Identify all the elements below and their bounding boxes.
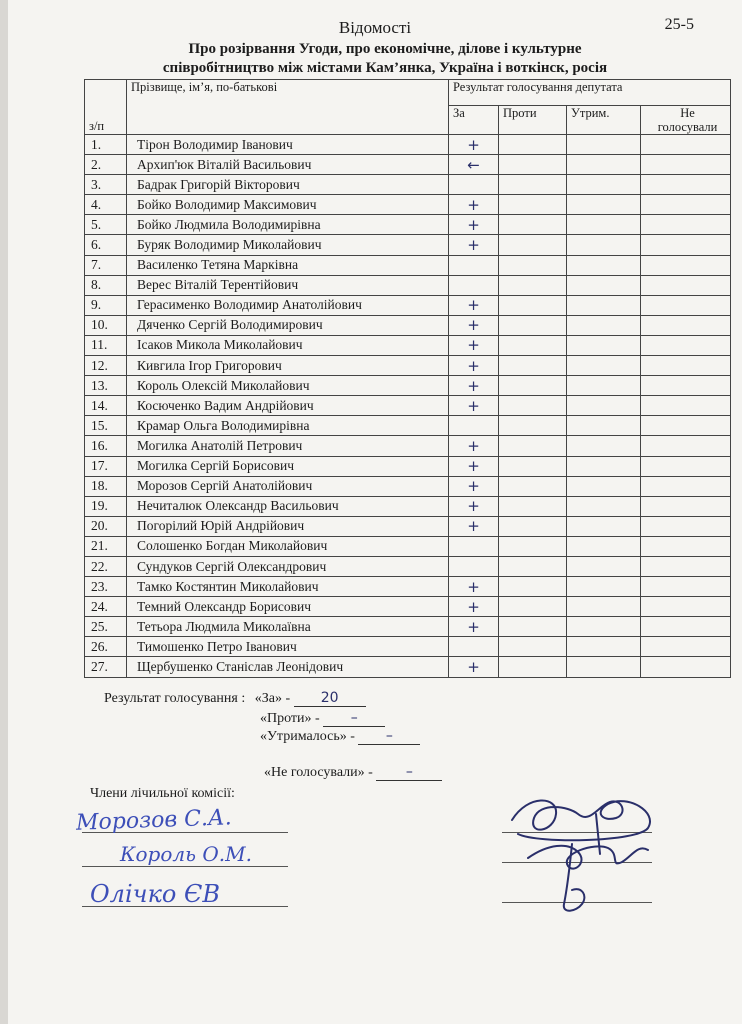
vote-for-mark: + bbox=[449, 456, 499, 476]
vote-against-cell bbox=[499, 416, 567, 436]
vote-abstain-cell bbox=[567, 536, 641, 556]
vote-abstain-cell bbox=[567, 597, 641, 617]
row-number: 6. bbox=[85, 235, 127, 255]
table-row bbox=[85, 376, 731, 396]
signature-handwritten-2: Король О.М. bbox=[120, 842, 252, 866]
vote-for-mark bbox=[449, 556, 499, 576]
table-row bbox=[85, 175, 731, 195]
vote-against-cell bbox=[499, 496, 567, 516]
document-page bbox=[8, 0, 742, 1024]
vote-not-voted-cell bbox=[641, 215, 731, 235]
table-row bbox=[85, 657, 731, 677]
deputy-name: Сундуков Сергій Олександрович bbox=[127, 556, 449, 576]
vote-against-cell bbox=[499, 215, 567, 235]
vote-against-cell bbox=[499, 577, 567, 597]
table-row bbox=[85, 195, 731, 215]
vote-against-cell bbox=[499, 235, 567, 255]
vote-against-cell bbox=[499, 175, 567, 195]
vote-against-cell bbox=[499, 637, 567, 657]
vote-against-cell bbox=[499, 155, 567, 175]
abstain-label: «Утрималось» - bbox=[260, 729, 355, 744]
vote-not-voted-cell bbox=[641, 396, 731, 416]
vote-against-cell bbox=[499, 536, 567, 556]
vote-for-mark: + bbox=[449, 295, 499, 315]
vote-against-cell bbox=[499, 617, 567, 637]
deputy-name: Тірон Володимир Іванович bbox=[127, 135, 449, 155]
vote-for-mark bbox=[449, 175, 499, 195]
vote-not-voted-cell bbox=[641, 657, 731, 677]
vote-not-voted-cell bbox=[641, 356, 731, 376]
vote-for-mark: + bbox=[449, 396, 499, 416]
table-row bbox=[85, 496, 731, 516]
vote-not-voted-cell bbox=[641, 536, 731, 556]
vote-for-mark: + bbox=[449, 356, 499, 376]
header-result: Результат голосування депутата bbox=[449, 80, 731, 106]
row-number: 11. bbox=[85, 335, 127, 355]
row-number: 23. bbox=[85, 577, 127, 597]
vote-not-voted-cell bbox=[641, 416, 731, 436]
deputy-name: Герасименко Володимир Анатолійович bbox=[127, 295, 449, 315]
deputy-name: Щербушенко Станіслав Леонідович bbox=[127, 657, 449, 677]
row-number: 10. bbox=[85, 315, 127, 335]
deputy-name: Нечиталюк Олександр Васильович bbox=[127, 496, 449, 516]
not-voted-value: – bbox=[376, 764, 442, 781]
deputy-name: Темний Олександр Борисович bbox=[127, 597, 449, 617]
vote-abstain-cell bbox=[567, 496, 641, 516]
row-number: 4. bbox=[85, 195, 127, 215]
deputy-name: Косюченко Вадим Андрійович bbox=[127, 396, 449, 416]
row-number: 5. bbox=[85, 215, 127, 235]
signature-handwritten-3: Олічко ЄВ bbox=[90, 880, 220, 908]
row-number: 1. bbox=[85, 135, 127, 155]
deputy-name: Могилка Анатолій Петрович bbox=[127, 436, 449, 456]
deputy-name: Король Олексій Миколайович bbox=[127, 376, 449, 396]
vote-for-mark: + bbox=[449, 657, 499, 677]
vote-against-cell bbox=[499, 476, 567, 496]
vote-not-voted-cell bbox=[641, 135, 731, 155]
for-value: 20 bbox=[294, 690, 366, 707]
vote-against-cell bbox=[499, 255, 567, 275]
row-number: 12. bbox=[85, 356, 127, 376]
vote-for-mark: + bbox=[449, 135, 499, 155]
deputy-name: Тетьора Людмила Миколаївна bbox=[127, 617, 449, 637]
deputy-name: Тимошенко Петро Іванович bbox=[127, 637, 449, 657]
row-number: 22. bbox=[85, 556, 127, 576]
header-not-voted: Не голосували bbox=[641, 106, 731, 135]
table-row bbox=[85, 476, 731, 496]
row-number: 14. bbox=[85, 396, 127, 416]
row-number: 15. bbox=[85, 416, 127, 436]
vote-not-voted-cell bbox=[641, 155, 731, 175]
vote-for-mark: + bbox=[449, 436, 499, 456]
abstain-value: – bbox=[358, 728, 420, 745]
row-number: 16. bbox=[85, 436, 127, 456]
vote-for-mark bbox=[449, 637, 499, 657]
table-row bbox=[85, 135, 731, 155]
deputy-name: Верес Віталій Терентійович bbox=[127, 275, 449, 295]
vote-against-cell bbox=[499, 436, 567, 456]
vote-abstain-cell bbox=[567, 637, 641, 657]
table-row bbox=[85, 155, 731, 175]
vote-not-voted-cell bbox=[641, 295, 731, 315]
row-number: 26. bbox=[85, 637, 127, 657]
vote-not-voted-cell bbox=[641, 335, 731, 355]
row-number: 20. bbox=[85, 516, 127, 536]
subtitle-line-2: співробітництво між містами Кам’янка, Україна і воткінск, росія bbox=[162, 60, 608, 76]
table-row bbox=[85, 335, 731, 355]
vote-not-voted-cell bbox=[641, 577, 731, 597]
row-number: 13. bbox=[85, 376, 127, 396]
deputy-name: Погорілий Юрій Андрійович bbox=[127, 516, 449, 536]
table-row bbox=[85, 617, 731, 637]
vote-not-voted-cell bbox=[641, 195, 731, 215]
vote-abstain-cell bbox=[567, 416, 641, 436]
row-number: 21. bbox=[85, 536, 127, 556]
vote-abstain-cell bbox=[567, 135, 641, 155]
row-number: 27. bbox=[85, 657, 127, 677]
vote-for-mark: + bbox=[449, 235, 499, 255]
vote-not-voted-cell bbox=[641, 617, 731, 637]
vote-not-voted-cell bbox=[641, 235, 731, 255]
vote-not-voted-cell bbox=[641, 376, 731, 396]
voting-table bbox=[84, 79, 731, 678]
document-subtitle bbox=[68, 40, 702, 78]
vote-for-mark: + bbox=[449, 376, 499, 396]
table-row bbox=[85, 536, 731, 556]
vote-for-mark: + bbox=[449, 195, 499, 215]
vote-for-mark bbox=[449, 255, 499, 275]
header-number: з/п bbox=[85, 80, 127, 135]
deputy-name: Ісаков Микола Миколайович bbox=[127, 335, 449, 355]
table-row bbox=[85, 597, 731, 617]
vote-abstain-cell bbox=[567, 215, 641, 235]
vote-not-voted-cell bbox=[641, 637, 731, 657]
vote-against-cell bbox=[499, 516, 567, 536]
vote-not-voted-cell bbox=[641, 255, 731, 275]
vote-for-mark: + bbox=[449, 516, 499, 536]
vote-abstain-cell bbox=[567, 255, 641, 275]
deputy-name: Бойко Володимир Максимович bbox=[127, 195, 449, 215]
table-row bbox=[85, 215, 731, 235]
row-number: 24. bbox=[85, 597, 127, 617]
vote-abstain-cell bbox=[567, 516, 641, 536]
results-against-row bbox=[260, 710, 385, 727]
against-value: – bbox=[323, 710, 385, 727]
vote-against-cell bbox=[499, 195, 567, 215]
vote-against-cell bbox=[499, 356, 567, 376]
vote-against-cell bbox=[499, 456, 567, 476]
vote-abstain-cell bbox=[567, 617, 641, 637]
signature-stroke-1 bbox=[512, 800, 650, 840]
vote-abstain-cell bbox=[567, 195, 641, 215]
deputy-name: Бойко Людмила Володимирівна bbox=[127, 215, 449, 235]
table-row bbox=[85, 436, 731, 456]
vote-against-cell bbox=[499, 597, 567, 617]
table-row bbox=[85, 577, 731, 597]
subtitle-line-1: Про розірвання Угоди, про економічне, ділове і культурне bbox=[188, 41, 582, 57]
header-abstain: Утрим. bbox=[567, 106, 641, 135]
vote-abstain-cell bbox=[567, 315, 641, 335]
row-number: 25. bbox=[85, 617, 127, 637]
row-number: 3. bbox=[85, 175, 127, 195]
vote-abstain-cell bbox=[567, 476, 641, 496]
deputy-name: Кивгила Ігор Григорович bbox=[127, 356, 449, 376]
signature-stroke-2 bbox=[528, 846, 648, 869]
table-row bbox=[85, 235, 731, 255]
vote-for-mark: + bbox=[449, 335, 499, 355]
vote-abstain-cell bbox=[567, 335, 641, 355]
table-row bbox=[85, 456, 731, 476]
vote-abstain-cell bbox=[567, 295, 641, 315]
document-title: Відомості bbox=[338, 18, 412, 37]
vote-not-voted-cell bbox=[641, 436, 731, 456]
vote-not-voted-cell bbox=[641, 476, 731, 496]
results-abstain-row bbox=[260, 728, 420, 745]
vote-not-voted-cell bbox=[641, 516, 731, 536]
row-number: 9. bbox=[85, 295, 127, 315]
vote-for-mark bbox=[449, 536, 499, 556]
table-row bbox=[85, 516, 731, 536]
vote-against-cell bbox=[499, 135, 567, 155]
vote-not-voted-cell bbox=[641, 556, 731, 576]
table-row bbox=[85, 637, 731, 657]
header-for: За bbox=[449, 106, 499, 135]
results-for-row bbox=[104, 690, 366, 707]
deputy-name: Василенко Тетяна Марківна bbox=[127, 255, 449, 275]
row-number: 19. bbox=[85, 496, 127, 516]
against-label: «Проти» - bbox=[260, 711, 320, 726]
vote-not-voted-cell bbox=[641, 315, 731, 335]
deputy-name: Тамко Костянтин Миколайович bbox=[127, 577, 449, 597]
vote-not-voted-cell bbox=[641, 275, 731, 295]
row-number: 18. bbox=[85, 476, 127, 496]
vote-for-mark: + bbox=[449, 315, 499, 335]
vote-against-cell bbox=[499, 335, 567, 355]
deputy-name: Крамар Ольга Володимирівна bbox=[127, 416, 449, 436]
document-number: 25-5 bbox=[664, 16, 694, 33]
vote-abstain-cell bbox=[567, 175, 641, 195]
vote-against-cell bbox=[499, 275, 567, 295]
vote-not-voted-cell bbox=[641, 496, 731, 516]
vote-for-mark bbox=[449, 416, 499, 436]
vote-against-cell bbox=[499, 376, 567, 396]
table-row bbox=[85, 295, 731, 315]
header-against: Проти bbox=[499, 106, 567, 135]
results-label: Результат голосування : bbox=[104, 691, 246, 706]
row-number: 8. bbox=[85, 275, 127, 295]
vote-abstain-cell bbox=[567, 376, 641, 396]
signature-scribble-graphic bbox=[498, 784, 678, 924]
deputy-name: Бадрак Григорій Вікторович bbox=[127, 175, 449, 195]
table-row bbox=[85, 416, 731, 436]
vote-abstain-cell bbox=[567, 396, 641, 416]
signature-line-2 bbox=[82, 866, 288, 867]
vote-for-mark: + bbox=[449, 617, 499, 637]
table-row bbox=[85, 275, 731, 295]
commission-label: Члени лічильної комісії: bbox=[90, 786, 235, 801]
table-row bbox=[85, 396, 731, 416]
vote-abstain-cell bbox=[567, 657, 641, 677]
vote-against-cell bbox=[499, 556, 567, 576]
row-number: 2. bbox=[85, 155, 127, 175]
voting-table-body bbox=[85, 135, 731, 678]
vote-for-mark: + bbox=[449, 215, 499, 235]
vote-abstain-cell bbox=[567, 356, 641, 376]
vote-abstain-cell bbox=[567, 436, 641, 456]
signature-handwritten-1: Морозов С.А. bbox=[75, 805, 233, 836]
vote-abstain-cell bbox=[567, 456, 641, 476]
table-row bbox=[85, 255, 731, 275]
vote-for-mark: ← bbox=[449, 155, 499, 175]
deputy-name: Дяченко Сергій Володимирович bbox=[127, 315, 449, 335]
deputy-name: Морозов Сергій Анатолійович bbox=[127, 476, 449, 496]
not-voted-label: «Не голосували» - bbox=[264, 765, 373, 780]
vote-not-voted-cell bbox=[641, 456, 731, 476]
vote-abstain-cell bbox=[567, 155, 641, 175]
vote-for-mark bbox=[449, 275, 499, 295]
vote-against-cell bbox=[499, 396, 567, 416]
row-number: 17. bbox=[85, 456, 127, 476]
deputy-name: Буряк Володимир Миколайович bbox=[127, 235, 449, 255]
vote-abstain-cell bbox=[567, 577, 641, 597]
row-number: 7. bbox=[85, 255, 127, 275]
vote-for-mark: + bbox=[449, 577, 499, 597]
vote-abstain-cell bbox=[567, 556, 641, 576]
vote-abstain-cell bbox=[567, 275, 641, 295]
vote-for-mark: + bbox=[449, 496, 499, 516]
vote-for-mark: + bbox=[449, 476, 499, 496]
table-row bbox=[85, 556, 731, 576]
vote-for-mark: + bbox=[449, 597, 499, 617]
for-label: «За» - bbox=[254, 691, 291, 706]
header-name: Прізвище, ім’я, по-батькові bbox=[127, 80, 449, 135]
deputy-name: Солошенко Богдан Миколайович bbox=[127, 536, 449, 556]
vote-not-voted-cell bbox=[641, 597, 731, 617]
deputy-name: Могилка Сергій Борисович bbox=[127, 456, 449, 476]
results-not-voted-row bbox=[264, 764, 442, 781]
deputy-name: Архип'юк Віталій Васильович bbox=[127, 155, 449, 175]
vote-against-cell bbox=[499, 315, 567, 335]
signature-stroke-4 bbox=[596, 814, 600, 854]
vote-abstain-cell bbox=[567, 235, 641, 255]
table-row bbox=[85, 315, 731, 335]
vote-against-cell bbox=[499, 657, 567, 677]
vote-against-cell bbox=[499, 295, 567, 315]
table-row bbox=[85, 356, 731, 376]
vote-not-voted-cell bbox=[641, 175, 731, 195]
